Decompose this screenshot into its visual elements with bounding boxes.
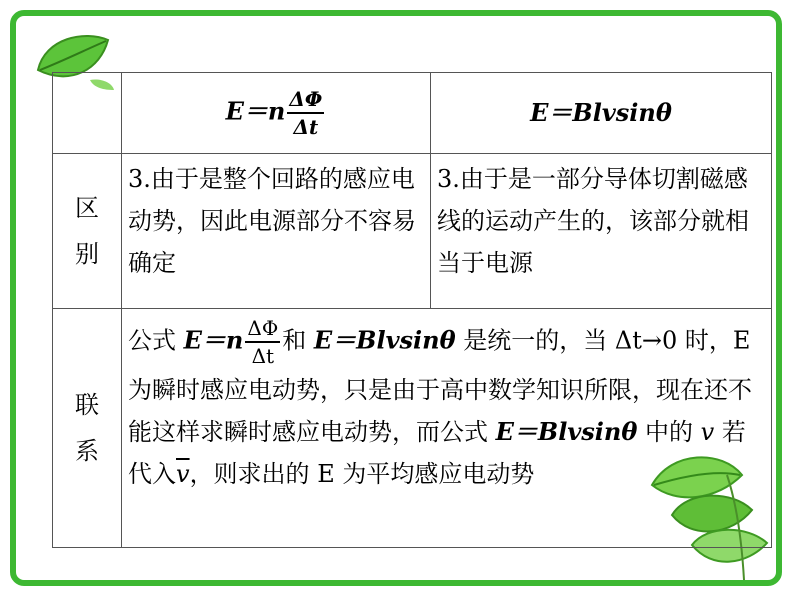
connection-text: 公式 E＝n $\frac{\Delta\Phi}{\Delta t}$ 和 E＝Blvsinθ 是统一的，当 Δt→0 时，E 为瞬时感应电动势，只是由于高中数学知识所限，现在还不能这样求瞬时感应电动势，而公式 E＝Blvsinθ 中的 v 若代入$\overline{v}$，则求出的 E 为平均感应电动势 — [122, 309, 772, 548]
flux-fraction: $\frac{\Delta\Phi}{\Delta t}$ — [289, 87, 323, 139]
connection-flux-fraction: $\frac{\Delta\Phi}{\Delta t}$ — [247, 316, 279, 368]
difference-right-text: 3.由于是一部分导体切割磁感线的运动产生的，该部分就相当于电源 — [431, 154, 772, 309]
table-row-difference — [53, 154, 772, 309]
header-formula-motional: E＝Blvsinθ — [431, 73, 772, 154]
table-row-connection — [53, 309, 772, 548]
corner-cell — [53, 73, 122, 154]
header-formula-flux: E＝n $\frac{\Delta\Phi}{\Delta t}$ — [122, 73, 431, 154]
table-header-row — [53, 73, 772, 154]
row-label-difference: 区 别 — [53, 154, 122, 309]
average-velocity-symbol: $\overline{v}$ — [176, 460, 190, 488]
comparison-table — [52, 72, 772, 548]
row-label-connection: 联 系 — [53, 309, 122, 548]
difference-left-text: 3.由于是整个回路的感应电动势，因此电源部分不容易确定 — [122, 154, 431, 309]
